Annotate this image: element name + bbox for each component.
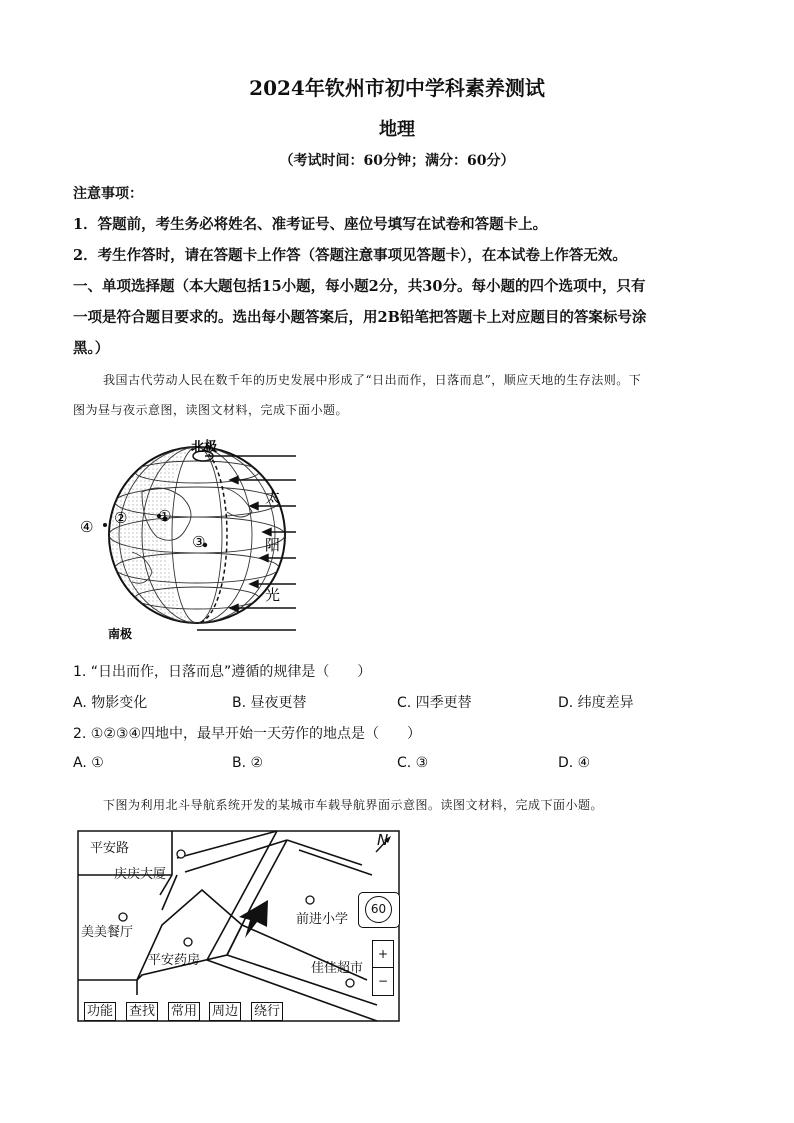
section-line-1: 一、单项选择题（本大题包括15小题，每小题2分，共30分。每小题的四个选项中，只有 [73, 278, 646, 295]
zoom-in-button[interactable]: + [373, 941, 393, 968]
place-marker[interactable] [306, 896, 314, 904]
night-side [109, 447, 197, 623]
sun-label-3: 光 [265, 586, 281, 604]
place-label-jiajia-market: 佳佳超市 [311, 961, 364, 976]
exam-info: （考试时间：60分钟；满分：60分） [279, 153, 515, 169]
place-label-qingqing: 庆庆大厦 [114, 867, 167, 882]
page-title: 2024年钦州市初中学科素养测试 [249, 76, 545, 100]
section-line-3: 黑。） [73, 340, 110, 357]
sun-label-2: 阳 [265, 536, 281, 554]
point-3-label: ③ [192, 533, 206, 551]
function-button[interactable]: 功能 [84, 1002, 116, 1021]
q2-option-c[interactable]: C. ③ [397, 755, 429, 771]
intro1-line-1: 我国古代劳动人民在数千年的历史发展中形成了“日出而作，日落而息”，顺应天地的生存法则。下 [103, 373, 642, 387]
speed-limit-sign: 60 [365, 896, 392, 923]
place-marker[interactable] [177, 850, 185, 858]
notes-heading: 注意事项： [73, 186, 143, 202]
sun-rays [197, 456, 296, 630]
point-1-label: ① [158, 507, 172, 525]
intro1-line-2: 图为昼与夜示意图，读图文材料，完成下面小题。 [73, 403, 349, 417]
q1-option-b[interactable]: B. 昼夜更替 [232, 695, 307, 711]
zoom-out-button[interactable]: − [377, 974, 389, 988]
q1-option-a[interactable]: A. 物影变化 [73, 695, 148, 711]
section-line-2: 一项是符合题目要求的。选出每小题答案后，用2B铅笔把答题卡上对应题目的答案标号涂 [73, 309, 647, 326]
north-pole-label: 北极 [191, 440, 218, 455]
subject-title: 地理 [379, 119, 415, 140]
south-pole-label: 南极 [108, 627, 133, 641]
place-marker[interactable] [184, 938, 192, 946]
speed-limit-panel [358, 892, 400, 928]
intro2-line-1: 下图为利用北斗导航系统开发的某城市车载导航界面示意图。读图文材料，完成下面小题。 [103, 798, 604, 812]
place-label-pingan-pharmacy: 平安药房 [148, 953, 201, 968]
question-1-stem: 1. “日出而作，日落而息”遵循的规律是（ ） [73, 664, 372, 680]
q1-option-d[interactable]: D. 纬度差异 [558, 695, 634, 711]
north-label: N [377, 831, 389, 849]
q2-option-d[interactable]: D. ④ [558, 755, 591, 771]
zoom-control [372, 940, 394, 996]
note-item-2: 2．考生作答时，请在答题卡上作答（答题注意事项见答题卡），在本试卷上作答无效。 [73, 247, 627, 264]
note-item-1: 1．答题前，考生务必将姓名、准考证号、座位号填写在试卷和答题卡上。 [73, 216, 548, 233]
q1-option-c[interactable]: C. 四季更替 [397, 695, 472, 711]
q2-option-b[interactable]: B. ② [232, 755, 264, 771]
point-marker-dot [103, 523, 107, 527]
detour-button[interactable]: 绕行 [251, 1002, 283, 1021]
point-2-label: ② [114, 509, 128, 527]
place-label-meimei: 美美餐厅 [81, 925, 134, 940]
place-marker[interactable] [346, 979, 354, 987]
question-2-stem: 2. ①②③④四地中，最早开始一天劳作的地点是（ ） [73, 726, 422, 742]
place-label-qianjin-school: 前进小学 [296, 912, 349, 927]
navigation-map-figure [77, 830, 400, 1022]
nearby-button[interactable]: 周边 [209, 1002, 241, 1021]
frequent-button[interactable]: 常用 [168, 1002, 200, 1021]
sun-label-1: 太 [265, 488, 281, 506]
road-label: 平安路 [90, 841, 130, 856]
place-marker[interactable] [119, 913, 127, 921]
day-night-globe-figure [72, 432, 304, 642]
search-button[interactable]: 查找 [126, 1002, 158, 1021]
q2-option-a[interactable]: A. ① [73, 755, 104, 771]
point-4-label: ④ [80, 518, 94, 536]
